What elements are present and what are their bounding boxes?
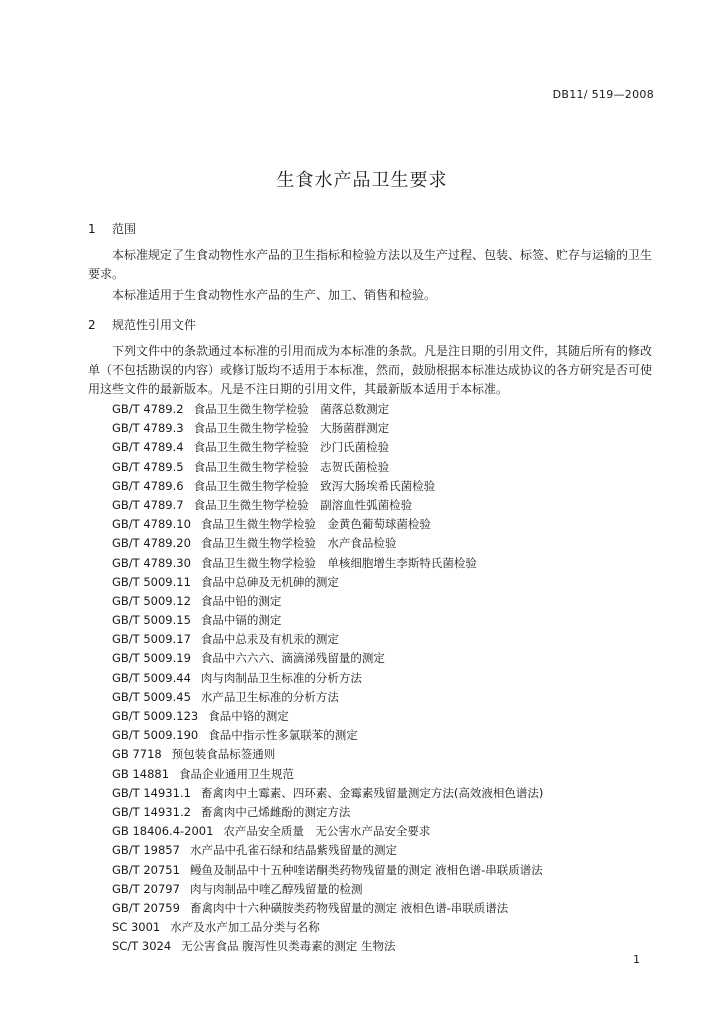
reference-item <box>112 765 543 784</box>
reference-item <box>112 880 543 899</box>
reference-item <box>112 573 543 592</box>
reference-code: GB/T 5009.123 <box>112 709 199 723</box>
reference-code: GB/T 4789.6 <box>112 478 184 493</box>
reference-item <box>112 899 543 918</box>
scope-paragraph-2: 本标准适用于生食动物性水产品的生产、加工、销售和检验。 <box>112 288 437 302</box>
page-number: 1 <box>633 953 640 966</box>
reference-code: GB/T 4789.20 <box>112 536 191 551</box>
reference-item <box>112 784 543 803</box>
reference-title: 食品卫生微生物学检验 副溶血性弧菌检验 <box>193 497 413 512</box>
reference-title: 食品中指示性多氯联苯的测定 <box>208 728 358 743</box>
reference-code: SC 3001 <box>112 920 161 935</box>
reference-code: GB/T 5009.15 <box>112 613 191 628</box>
section-number: 1 <box>88 222 96 236</box>
reference-title: 水产品卫生标准的分析方法 <box>200 689 339 704</box>
references-intro: 下列文件中的条款通过本标准的引用而成为本标准的条款。凡是注日期的引用文件，其随后所有的修改单（不包括勘误的内容）或修订版均不适用于本标准，然而，鼓励根据本标准达成协议的各方研究是否可使用这些文件的最新版本。凡是不注日期的引用文件，其最新版本适用于本标准。 <box>88 344 653 396</box>
reference-title: 畜禽肉中十六种磺胺类药物残留量的测定 液相色谱-串联质谱法 <box>189 900 509 915</box>
reference-title: 畜禽肉中己烯雌酚的测定方法 <box>200 804 351 819</box>
reference-code: GB/T 4789.4 <box>112 440 184 455</box>
reference-title: 食品中铬的测定 <box>208 709 289 723</box>
reference-code: GB/T 19857 <box>112 843 180 858</box>
reference-item <box>112 707 543 726</box>
reference-title: 无公害食品 腹泻性贝类毒素的测定 生物法 <box>181 939 396 954</box>
reference-title: 食品卫生微生物学检验 大肠菌群测定 <box>193 421 390 436</box>
reference-title: 水产品中孔雀石绿和结晶紫残留量的测定 <box>189 843 397 858</box>
reference-code: GB/T 5009.17 <box>112 632 191 647</box>
reference-title: 食品卫生微生物学检验 单核细胞增生李斯特氏菌检验 <box>200 555 477 570</box>
reference-item <box>112 400 543 419</box>
reference-code: GB 18406.4-2001 <box>112 824 214 839</box>
reference-code: GB/T 5009.12 <box>112 593 191 608</box>
reference-code: GB/T 14931.2 <box>112 804 191 819</box>
section-1-heading <box>88 220 136 237</box>
reference-title: 食品卫生微生物学检验 沙门氏菌检验 <box>193 440 390 455</box>
reference-code: GB/T 5009.19 <box>112 651 191 666</box>
reference-title: 水产及水产加工品分类与名称 <box>170 920 320 935</box>
reference-title: 食品中总砷及无机砷的测定 <box>200 574 339 589</box>
reference-title: 食品中铅的测定 <box>200 593 282 608</box>
reference-code: GB/T 4789.30 <box>112 555 191 570</box>
reference-code: GB/T 4789.2 <box>112 402 184 416</box>
standard-code: DB11/ 519—2008 <box>552 88 654 101</box>
reference-title: 鳗鱼及制品中十五种喹诺酮类药物残留量的测定 液相色谱-串联质谱法 <box>189 862 543 877</box>
reference-title: 食品卫生微生物学检验 菌落总数测定 <box>193 402 390 416</box>
reference-item <box>112 649 543 668</box>
section-number: 2 <box>88 318 96 332</box>
scope-paragraph-1: 本标准规定了生食动物性水产品的卫生指标和检验方法以及生产过程、包装、标签、贮存与运输的卫生要求。 <box>88 248 653 281</box>
reference-item <box>112 458 543 477</box>
reference-title: 食品中总汞及有机汞的测定 <box>200 632 339 647</box>
reference-item <box>112 937 543 956</box>
section-title: 范围 <box>112 222 137 236</box>
reference-title: 食品卫生微生物学检验 水产食品检验 <box>200 536 397 551</box>
reference-code: GB/T 20751 <box>112 862 180 877</box>
reference-title: 预包装食品标签通则 <box>171 747 276 762</box>
reference-code: GB/T 4789.10 <box>112 517 191 532</box>
reference-code: GB 7718 <box>112 747 162 762</box>
reference-item <box>112 688 543 707</box>
reference-code: GB/T 5009.190 <box>112 728 199 743</box>
reference-title: 食品中六六六、滴滴涕残留量的测定 <box>200 651 385 666</box>
reference-item <box>112 419 543 438</box>
reference-item <box>112 822 543 841</box>
reference-code: GB/T 4789.5 <box>112 459 184 474</box>
reference-code: GB/T 5009.45 <box>112 689 191 704</box>
reference-item <box>112 611 543 630</box>
reference-title: 食品卫生微生物学检验 金黄色葡萄球菌检验 <box>200 517 431 532</box>
document-title: 生食水产品卫生要求 <box>276 170 448 191</box>
reference-item <box>112 477 543 496</box>
reference-title: 肉与肉制品卫生标准的分析方法 <box>200 670 362 685</box>
reference-title: 畜禽肉中土霉素、四环素、金霉素残留量测定方法(高效液相色谱法) <box>200 785 544 800</box>
reference-item <box>112 918 543 937</box>
reference-list <box>112 400 543 956</box>
reference-item <box>112 726 543 745</box>
reference-title: 食品卫生微生物学检验 致泻大肠埃希氏菌检验 <box>193 478 436 493</box>
reference-item <box>112 534 543 553</box>
reference-code: GB/T 5009.44 <box>112 670 191 685</box>
reference-code: GB/T 5009.11 <box>112 574 191 589</box>
reference-code: GB/T 4789.3 <box>112 421 184 436</box>
reference-item <box>112 803 543 822</box>
reference-item <box>112 438 543 457</box>
reference-code: SC/T 3024 <box>112 939 172 954</box>
section-2-heading <box>88 316 196 333</box>
reference-item <box>112 496 543 515</box>
reference-title: 食品企业通用卫生规范 <box>179 766 295 781</box>
reference-title: 肉与肉制品中喹乙醇残留量的检测 <box>189 881 363 896</box>
reference-title: 食品卫生微生物学检验 志贺氏菌检验 <box>193 459 390 474</box>
reference-item <box>112 630 543 649</box>
reference-item <box>112 841 543 860</box>
reference-item <box>112 861 543 880</box>
reference-title: 食品中镉的测定 <box>200 613 282 628</box>
reference-item <box>112 554 543 573</box>
reference-code: GB/T 20797 <box>112 881 180 896</box>
reference-item <box>112 592 543 611</box>
section-title: 规范性引用文件 <box>112 318 197 332</box>
reference-code: GB/T 14931.1 <box>112 785 191 800</box>
reference-item <box>112 669 543 688</box>
reference-code: GB/T 20759 <box>112 900 180 915</box>
reference-code: GB 14881 <box>112 766 170 781</box>
reference-title: 农产品安全质量 无公害水产品安全要求 <box>223 824 431 839</box>
reference-item <box>112 745 543 764</box>
reference-code: GB/T 4789.7 <box>112 497 184 512</box>
reference-item <box>112 515 543 534</box>
